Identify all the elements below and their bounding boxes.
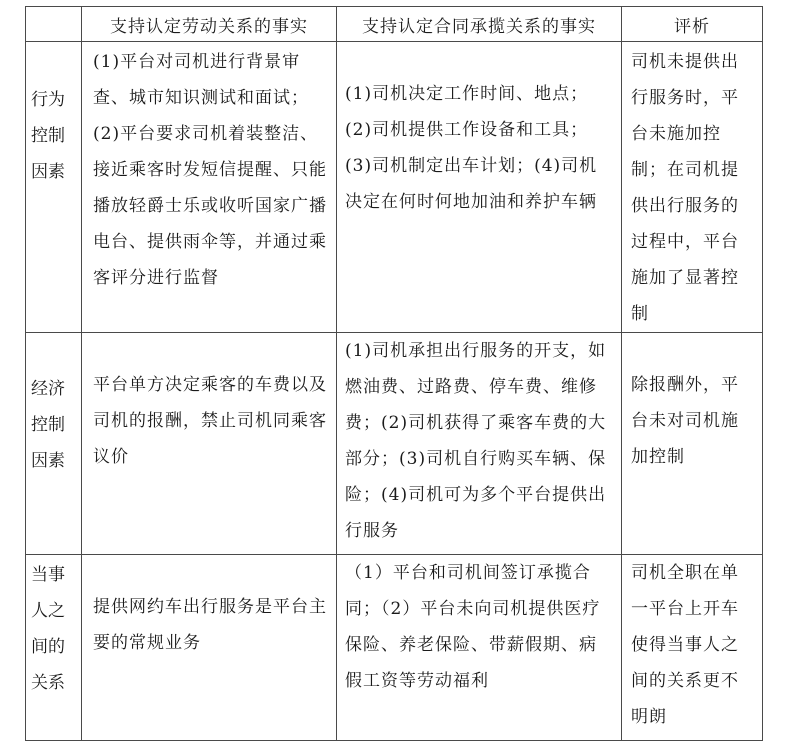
contract-facts-text: （1）平台和司机间签订承揽合同；（2）平台未向司机提供医疗保险、养老保险、带薪假期、病假工资等劳动福利 — [345, 563, 601, 691]
row-label-line: 控制 — [31, 415, 65, 435]
row-label-line: 控制 — [31, 126, 65, 146]
row-party-relationship — [26, 555, 763, 741]
contract-facts-cell — [337, 555, 622, 741]
row-behavior-control — [26, 42, 763, 333]
row-label — [26, 42, 82, 333]
row-label-line: 当事 — [31, 565, 65, 585]
row-economic-control — [26, 333, 763, 555]
contract-facts-text: (1)司机承担出行服务的开支，如燃油费、过路费、停车费、维修费；(2)司机获得了乘客车费的大部分；(3)司机自行购买车辆、保险；(4)司机可为多个平台提供出行服务 — [345, 341, 607, 541]
contract-facts-text: (1)司机决定工作时间、地点；(2)司机提供工作设备和工具；(3)司机制定出车计划；(4)司机决定在何时何地加油和养护车辆 — [345, 84, 598, 212]
header-corner — [26, 7, 82, 42]
labor-facts-cell — [82, 555, 337, 741]
contract-facts-cell — [337, 42, 622, 333]
row-label-line: 因素 — [31, 451, 65, 471]
row-label — [26, 555, 82, 741]
contract-facts-cell — [337, 333, 622, 555]
labor-facts-text: (1)平台对司机进行背景审查、城市知识测试和面试；(2)平台要求司机着装整洁、接近乘客时发短信提醒、只能播放轻爵士乐或收听国家广播电台、提供雨伞等，并通过乘客评分进行监督 — [93, 52, 327, 288]
analysis-text: 除报酬外，平台未对司机施加控制 — [631, 375, 739, 467]
labor-facts-text: 平台单方决定乘客的车费以及司机的报酬，禁止司机同乘客议价 — [93, 375, 327, 467]
labor-facts-text: 提供网约车出行服务是平台主要的常规业务 — [93, 597, 327, 653]
header-analysis: 评析 — [622, 7, 763, 42]
analysis-text: 司机未提供出行服务时，平台未施加控制；在司机提供出行服务的过程中，平台施加了显著控制 — [631, 52, 739, 324]
row-label-line: 因素 — [31, 162, 65, 182]
row-label-line: 间的 — [31, 637, 65, 657]
analysis-text: 司机全职在单一平台上开车使得当事人之间的关系更不明朗 — [631, 563, 739, 727]
labor-facts-cell — [82, 333, 337, 555]
analysis-cell — [622, 333, 763, 555]
row-label-line: 人之 — [31, 601, 65, 621]
row-label-line: 关系 — [31, 673, 65, 693]
header-contract-facts: 支持认定合同承揽关系的事实 — [337, 7, 622, 42]
row-label-line: 行为 — [31, 90, 65, 110]
row-label-line: 经济 — [31, 379, 65, 399]
comparison-table — [25, 6, 763, 741]
labor-facts-cell — [82, 42, 337, 333]
row-label — [26, 333, 82, 555]
analysis-cell — [622, 42, 763, 333]
header-row — [26, 7, 763, 42]
header-labor-facts: 支持认定劳动关系的事实 — [82, 7, 337, 42]
analysis-cell — [622, 555, 763, 741]
